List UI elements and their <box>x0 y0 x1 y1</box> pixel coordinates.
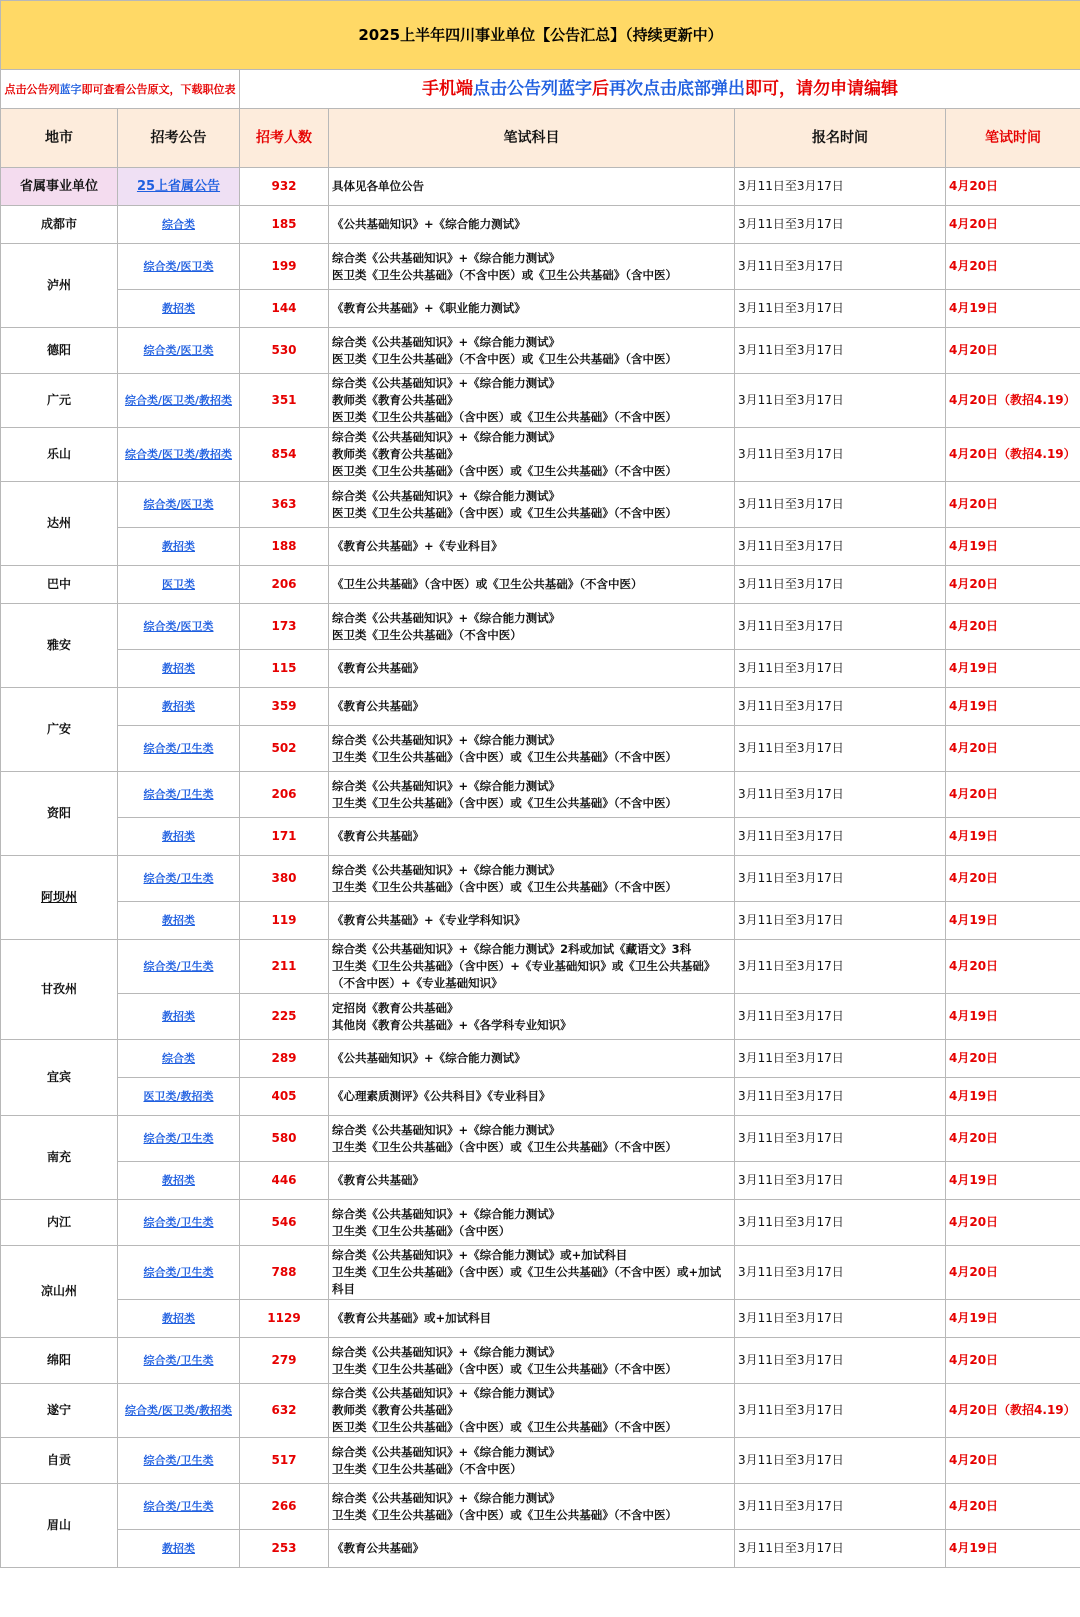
mobile-banner <box>240 70 1080 109</box>
count-cell: 380 <box>240 856 329 902</box>
notice-link[interactable]: 综合类/卫生类 <box>118 772 240 818</box>
note-text-blue: 蓝字 <box>59 82 82 96</box>
exam-cell: 4月19日 <box>946 1300 1080 1338</box>
header-count: 招考人数 <box>240 109 329 168</box>
register-cell: 3月11日至3月17日 <box>735 772 946 818</box>
usage-note <box>1 70 240 109</box>
subjects-cell: 综合类《公共基础知识》+《综合能力测试》 教师类《教育公共基础》 医卫类《卫生公共基础》（含中医）或《卫生公共基础》（不含中医） <box>329 428 735 482</box>
register-cell: 3月11日至3月17日 <box>735 856 946 902</box>
city-cell: 达州 <box>1 482 118 566</box>
city-cell: 德阳 <box>1 328 118 374</box>
notice-link[interactable]: 综合类/卫生类 <box>118 1116 240 1162</box>
subjects-cell: 《心理素质测评》《公共科目》《专业科目》 <box>329 1078 735 1116</box>
subjects-cell: 综合类《公共基础知识》+《综合能力测试》 卫生类《卫生公共基础》（不含中医） <box>329 1438 735 1484</box>
notice-link[interactable]: 综合类/医卫类 <box>118 244 240 290</box>
exam-cell: 4月20日 <box>946 604 1080 650</box>
exam-cell: 4月19日 <box>946 818 1080 856</box>
subjects-cell: 《教育公共基础》 <box>329 1530 735 1568</box>
table-row <box>1 1200 1080 1246</box>
register-cell: 3月11日至3月17日 <box>735 688 946 726</box>
table-row <box>1 1078 1080 1116</box>
table-row <box>1 244 1080 290</box>
register-cell: 3月11日至3月17日 <box>735 328 946 374</box>
banner-text-1: 手机端 <box>422 78 473 99</box>
count-cell: 253 <box>240 1530 329 1568</box>
subjects-cell: 综合类《公共基础知识》+《综合能力测试》或+加试科目 卫生类《卫生公共基础》（含中医）或《卫生公共基础》（不含中医）或+加试科目 <box>329 1246 735 1300</box>
city-cell: 雅安 <box>1 604 118 688</box>
table-row <box>1 688 1080 726</box>
count-cell: 119 <box>240 902 329 940</box>
notice-link[interactable]: 医卫类 <box>118 566 240 604</box>
notice-link[interactable]: 综合类/医卫类/教招类 <box>118 374 240 428</box>
subjects-cell: 综合类《公共基础知识》+《综合能力测试》 卫生类《卫生公共基础》（含中医）或《卫生公共基础》（不含中医） <box>329 856 735 902</box>
exam-cell: 4月19日 <box>946 528 1080 566</box>
header-register: 报名时间 <box>735 109 946 168</box>
notice-link[interactable]: 综合类/卫生类 <box>118 1484 240 1530</box>
city-cell: 遂宁 <box>1 1384 118 1438</box>
count-cell: 530 <box>240 328 329 374</box>
count-cell: 363 <box>240 482 329 528</box>
city-cell: 内江 <box>1 1200 118 1246</box>
exam-cell: 4月19日 <box>946 1078 1080 1116</box>
exam-cell: 4月20日 <box>946 940 1080 994</box>
provincial-row <box>1 168 1080 206</box>
register-cell: 3月11日至3月17日 <box>735 940 946 994</box>
count-cell: 206 <box>240 772 329 818</box>
city-cell: 乐山 <box>1 428 118 482</box>
subjects-cell: 综合类《公共基础知识》+《综合能力测试》 卫生类《卫生公共基础》（含中医）或《卫生公共基础》（不含中医） <box>329 1484 735 1530</box>
exam-cell: 4月20日 <box>946 726 1080 772</box>
city-cell: 资阳 <box>1 772 118 856</box>
register-cell: 3月11日至3月17日 <box>735 1040 946 1078</box>
notice-link[interactable]: 综合类 <box>118 1040 240 1078</box>
exam-cell: 4月20日 <box>946 1338 1080 1384</box>
exam-cell: 4月19日 <box>946 902 1080 940</box>
count-cell: 580 <box>240 1116 329 1162</box>
table-row <box>1 772 1080 818</box>
count-cell: 502 <box>240 726 329 772</box>
subjects-cell: 综合类《公共基础知识》+《综合能力测试》 卫生类《卫生公共基础》（含中医）或《卫生公共基础》（不含中医） <box>329 726 735 772</box>
subjects-cell: 定招岗《教育公共基础》 其他岗《教育公共基础》+《各学科专业知识》 <box>329 994 735 1040</box>
subjects-cell: 《教育公共基础》+《职业能力测试》 <box>329 290 735 328</box>
table-row <box>1 1384 1080 1438</box>
exam-cell: 4月20日 <box>946 328 1080 374</box>
count-cell: 171 <box>240 818 329 856</box>
subjects-cell: 综合类《公共基础知识》+《综合能力测试》 教师类《教育公共基础》 医卫类《卫生公共基础》（含中医）或《卫生公共基础》（不含中医） <box>329 1384 735 1438</box>
provincial-count: 932 <box>240 168 329 206</box>
exam-cell: 4月19日 <box>946 688 1080 726</box>
register-cell: 3月11日至3月17日 <box>735 1438 946 1484</box>
exam-cell: 4月20日 <box>946 1200 1080 1246</box>
register-cell: 3月11日至3月17日 <box>735 566 946 604</box>
register-cell: 3月11日至3月17日 <box>735 650 946 688</box>
table-row <box>1 528 1080 566</box>
notice-link[interactable]: 教招类 <box>118 528 240 566</box>
count-cell: 185 <box>240 206 329 244</box>
count-cell: 854 <box>240 428 329 482</box>
provincial-notice-link[interactable]: 25上省属公告 <box>118 168 240 206</box>
count-cell: 206 <box>240 566 329 604</box>
table-row <box>1 902 1080 940</box>
city-cell: 广元 <box>1 374 118 428</box>
subjects-cell: 综合类《公共基础知识》+《综合能力测试》 卫生类《卫生公共基础》（含中医）或《卫生公共基础》（不含中医） <box>329 1116 735 1162</box>
register-cell: 3月11日至3月17日 <box>735 428 946 482</box>
register-cell: 3月11日至3月17日 <box>735 1338 946 1384</box>
register-cell: 3月11日至3月17日 <box>735 1300 946 1338</box>
register-cell: 3月11日至3月17日 <box>735 994 946 1040</box>
count-cell: 289 <box>240 1040 329 1078</box>
table-row <box>1 1300 1080 1338</box>
notice-link[interactable]: 教招类 <box>118 290 240 328</box>
notice-link[interactable]: 综合类/医卫类/教招类 <box>118 1384 240 1438</box>
exam-cell: 4月19日 <box>946 1530 1080 1568</box>
exam-cell: 4月19日 <box>946 650 1080 688</box>
count-cell: 199 <box>240 244 329 290</box>
city-cell: 眉山 <box>1 1484 118 1568</box>
register-cell: 3月11日至3月17日 <box>735 726 946 772</box>
exam-cell: 4月19日 <box>946 290 1080 328</box>
notice-link[interactable]: 教招类 <box>118 1530 240 1568</box>
city-cell: 甘孜州 <box>1 940 118 1040</box>
city-cell: 宜宾 <box>1 1040 118 1116</box>
exam-cell: 4月20日（教招4.19） <box>946 428 1080 482</box>
register-cell: 3月11日至3月17日 <box>735 1484 946 1530</box>
count-cell: 632 <box>240 1384 329 1438</box>
city-cell: 泸州 <box>1 244 118 328</box>
notice-link[interactable]: 综合类 <box>118 206 240 244</box>
table-row <box>1 374 1080 428</box>
exam-cell: 4月20日 <box>946 1246 1080 1300</box>
city-cell: 绵阳 <box>1 1338 118 1384</box>
notice-link[interactable]: 综合类/医卫类 <box>118 328 240 374</box>
table-row <box>1 856 1080 902</box>
banner-text-2: 后 <box>592 78 609 99</box>
table-row <box>1 994 1080 1040</box>
count-cell: 1129 <box>240 1300 329 1338</box>
count-cell: 115 <box>240 650 329 688</box>
subjects-cell: 《教育公共基础》 <box>329 818 735 856</box>
table-row <box>1 604 1080 650</box>
table-row <box>1 940 1080 994</box>
register-cell: 3月11日至3月17日 <box>735 1162 946 1200</box>
header-city: 地市 <box>1 109 118 168</box>
count-cell: 266 <box>240 1484 329 1530</box>
register-cell: 3月11日至3月17日 <box>735 482 946 528</box>
provincial-register: 3月11日至3月17日 <box>735 168 946 206</box>
exam-cell: 4月20日 <box>946 1484 1080 1530</box>
register-cell: 3月11日至3月17日 <box>735 374 946 428</box>
register-cell: 3月11日至3月17日 <box>735 290 946 328</box>
provincial-city: 省属事业单位 <box>1 168 118 206</box>
subjects-cell: 综合类《公共基础知识》+《综合能力测试》 教师类《教育公共基础》 医卫类《卫生公共基础》（含中医）或《卫生公共基础》（不含中医） <box>329 374 735 428</box>
exam-cell: 4月20日 <box>946 482 1080 528</box>
register-cell: 3月11日至3月17日 <box>735 1078 946 1116</box>
count-cell: 225 <box>240 994 329 1040</box>
register-cell: 3月11日至3月17日 <box>735 604 946 650</box>
register-cell: 3月11日至3月17日 <box>735 902 946 940</box>
notice-link[interactable]: 教招类 <box>118 994 240 1040</box>
subjects-cell: 《公共基础知识》+《综合能力测试》 <box>329 1040 735 1078</box>
exam-cell: 4月20日 <box>946 244 1080 290</box>
city-cell: 自贡 <box>1 1438 118 1484</box>
exam-cell: 4月19日 <box>946 994 1080 1040</box>
table-row <box>1 1438 1080 1484</box>
subjects-cell: 《教育公共基础》 <box>329 1162 735 1200</box>
count-cell: 144 <box>240 290 329 328</box>
notice-link[interactable]: 综合类/卫生类 <box>118 1200 240 1246</box>
banner-text-3: 即可，请勿申请编辑 <box>745 78 898 99</box>
table-row <box>1 428 1080 482</box>
note-row <box>1 70 1080 109</box>
subjects-cell: 综合类《公共基础知识》+《综合能力测试》 医卫类《卫生公共基础》（不含中医）或《卫生公共基础》（含中医） <box>329 244 735 290</box>
count-cell: 351 <box>240 374 329 428</box>
city-cell: 巴中 <box>1 566 118 604</box>
city-cell: 成都市 <box>1 206 118 244</box>
table-row <box>1 1530 1080 1568</box>
title-row <box>1 1 1080 70</box>
table-row <box>1 566 1080 604</box>
header-subjects: 笔试科目 <box>329 109 735 168</box>
exam-cell: 4月20日 <box>946 566 1080 604</box>
table-row <box>1 650 1080 688</box>
exam-cell: 4月20日（教招4.19） <box>946 1384 1080 1438</box>
header-row <box>1 109 1080 168</box>
note-text-2: 即可查看公告原文，下载职位表 <box>81 82 236 96</box>
table-row <box>1 1338 1080 1384</box>
register-cell: 3月11日至3月17日 <box>735 1530 946 1568</box>
notice-link[interactable]: 综合类/卫生类 <box>118 1338 240 1384</box>
register-cell: 3月11日至3月17日 <box>735 206 946 244</box>
provincial-subjects: 具体见各单位公告 <box>329 168 735 206</box>
count-cell: 446 <box>240 1162 329 1200</box>
subjects-cell: 综合类《公共基础知识》+《综合能力测试》 卫生类《卫生公共基础》（含中医）或《卫生公共基础》（不含中医） <box>329 1338 735 1384</box>
notice-link[interactable]: 综合类/卫生类 <box>118 940 240 994</box>
city-cell[interactable]: 阿坝州 <box>1 856 118 940</box>
table-row <box>1 726 1080 772</box>
register-cell: 3月11日至3月17日 <box>735 1200 946 1246</box>
notice-link[interactable]: 教招类 <box>118 1162 240 1200</box>
exam-cell: 4月20日 <box>946 206 1080 244</box>
city-cell: 南充 <box>1 1116 118 1200</box>
notice-link[interactable]: 综合类/医卫类 <box>118 482 240 528</box>
notice-link[interactable]: 综合类/卫生类 <box>118 1438 240 1484</box>
header-exam: 笔试时间 <box>946 109 1080 168</box>
count-cell: 279 <box>240 1338 329 1384</box>
count-cell: 173 <box>240 604 329 650</box>
note-text-1: 点击公告列 <box>4 82 60 96</box>
notice-link[interactable]: 教招类 <box>118 650 240 688</box>
notice-link[interactable]: 综合类/卫生类 <box>118 856 240 902</box>
notice-link[interactable]: 综合类/医卫类 <box>118 604 240 650</box>
exam-cell: 4月20日 <box>946 1040 1080 1078</box>
count-cell: 211 <box>240 940 329 994</box>
exam-cell: 4月20日 <box>946 772 1080 818</box>
notice-link[interactable]: 教招类 <box>118 688 240 726</box>
subjects-cell: 《教育公共基础》或+加试科目 <box>329 1300 735 1338</box>
notice-link[interactable]: 教招类 <box>118 818 240 856</box>
table-row <box>1 1484 1080 1530</box>
subjects-cell: 《教育公共基础》+《专业科目》 <box>329 528 735 566</box>
table-row <box>1 818 1080 856</box>
table-row <box>1 328 1080 374</box>
count-cell: 359 <box>240 688 329 726</box>
count-cell: 405 <box>240 1078 329 1116</box>
exam-cell: 4月20日（教招4.19） <box>946 374 1080 428</box>
notice-link[interactable]: 综合类/卫生类 <box>118 726 240 772</box>
subjects-cell: 《教育公共基础》+《专业学科知识》 <box>329 902 735 940</box>
register-cell: 3月11日至3月17日 <box>735 1384 946 1438</box>
exam-cell: 4月20日 <box>946 856 1080 902</box>
page-title: 2025上半年四川事业单位【公告汇总】（持续更新中） <box>1 1 1080 70</box>
subjects-cell: 《教育公共基础》 <box>329 650 735 688</box>
count-cell: 546 <box>240 1200 329 1246</box>
notice-link[interactable]: 医卫类/教招类 <box>118 1078 240 1116</box>
city-cell: 凉山州 <box>1 1246 118 1338</box>
table-row <box>1 1246 1080 1300</box>
subjects-cell: 综合类《公共基础知识》+《综合能力测试》 医卫类《卫生公共基础》（含中医）或《卫生公共基础》（不含中医） <box>329 482 735 528</box>
table-row <box>1 1116 1080 1162</box>
subjects-cell: 《公共基础知识》+《综合能力测试》 <box>329 206 735 244</box>
subjects-cell: 综合类《公共基础知识》+《综合能力测试》 医卫类《卫生公共基础》（不含中医）或《卫生公共基础》（含中医） <box>329 328 735 374</box>
banner-text-blue-1: 点击公告列蓝字 <box>473 78 592 99</box>
table-row <box>1 482 1080 528</box>
exam-cell: 4月19日 <box>946 1162 1080 1200</box>
register-cell: 3月11日至3月17日 <box>735 244 946 290</box>
notice-link[interactable]: 综合类/卫生类 <box>118 1246 240 1300</box>
register-cell: 3月11日至3月17日 <box>735 1246 946 1300</box>
notice-link[interactable]: 教招类 <box>118 1300 240 1338</box>
table-row <box>1 206 1080 244</box>
subjects-cell: 综合类《公共基础知识》+《综合能力测试》 医卫类《卫生公共基础》（不含中医） <box>329 604 735 650</box>
table-row <box>1 1162 1080 1200</box>
exam-cell: 4月20日 <box>946 1116 1080 1162</box>
subjects-cell: 综合类《公共基础知识》+《综合能力测试》2科或加试《藏语文》3科 卫生类《卫生公共基础》（含中医）+《专业基础知识》或《卫生公共基础》（不含中医）+《专业基础知识》 <box>329 940 735 994</box>
count-cell: 517 <box>240 1438 329 1484</box>
header-notice: 招考公告 <box>118 109 240 168</box>
notice-link[interactable]: 教招类 <box>118 902 240 940</box>
subjects-cell: 综合类《公共基础知识》+《综合能力测试》 卫生类《卫生公共基础》（含中医） <box>329 1200 735 1246</box>
subjects-cell: 《教育公共基础》 <box>329 688 735 726</box>
banner-text-blue-2: 再次点击底部弹出 <box>609 78 745 99</box>
table-row <box>1 290 1080 328</box>
subjects-cell: 综合类《公共基础知识》+《综合能力测试》 卫生类《卫生公共基础》（含中医）或《卫生公共基础》（不含中医） <box>329 772 735 818</box>
register-cell: 3月11日至3月17日 <box>735 1116 946 1162</box>
exam-cell: 4月20日 <box>946 1438 1080 1484</box>
count-cell: 188 <box>240 528 329 566</box>
count-cell: 788 <box>240 1246 329 1300</box>
subjects-cell: 《卫生公共基础》（含中医）或《卫生公共基础》（不含中医） <box>329 566 735 604</box>
register-cell: 3月11日至3月17日 <box>735 818 946 856</box>
city-cell: 广安 <box>1 688 118 772</box>
provincial-exam: 4月20日 <box>946 168 1080 206</box>
notice-link[interactable]: 综合类/医卫类/教招类 <box>118 428 240 482</box>
table-row <box>1 1040 1080 1078</box>
register-cell: 3月11日至3月17日 <box>735 528 946 566</box>
